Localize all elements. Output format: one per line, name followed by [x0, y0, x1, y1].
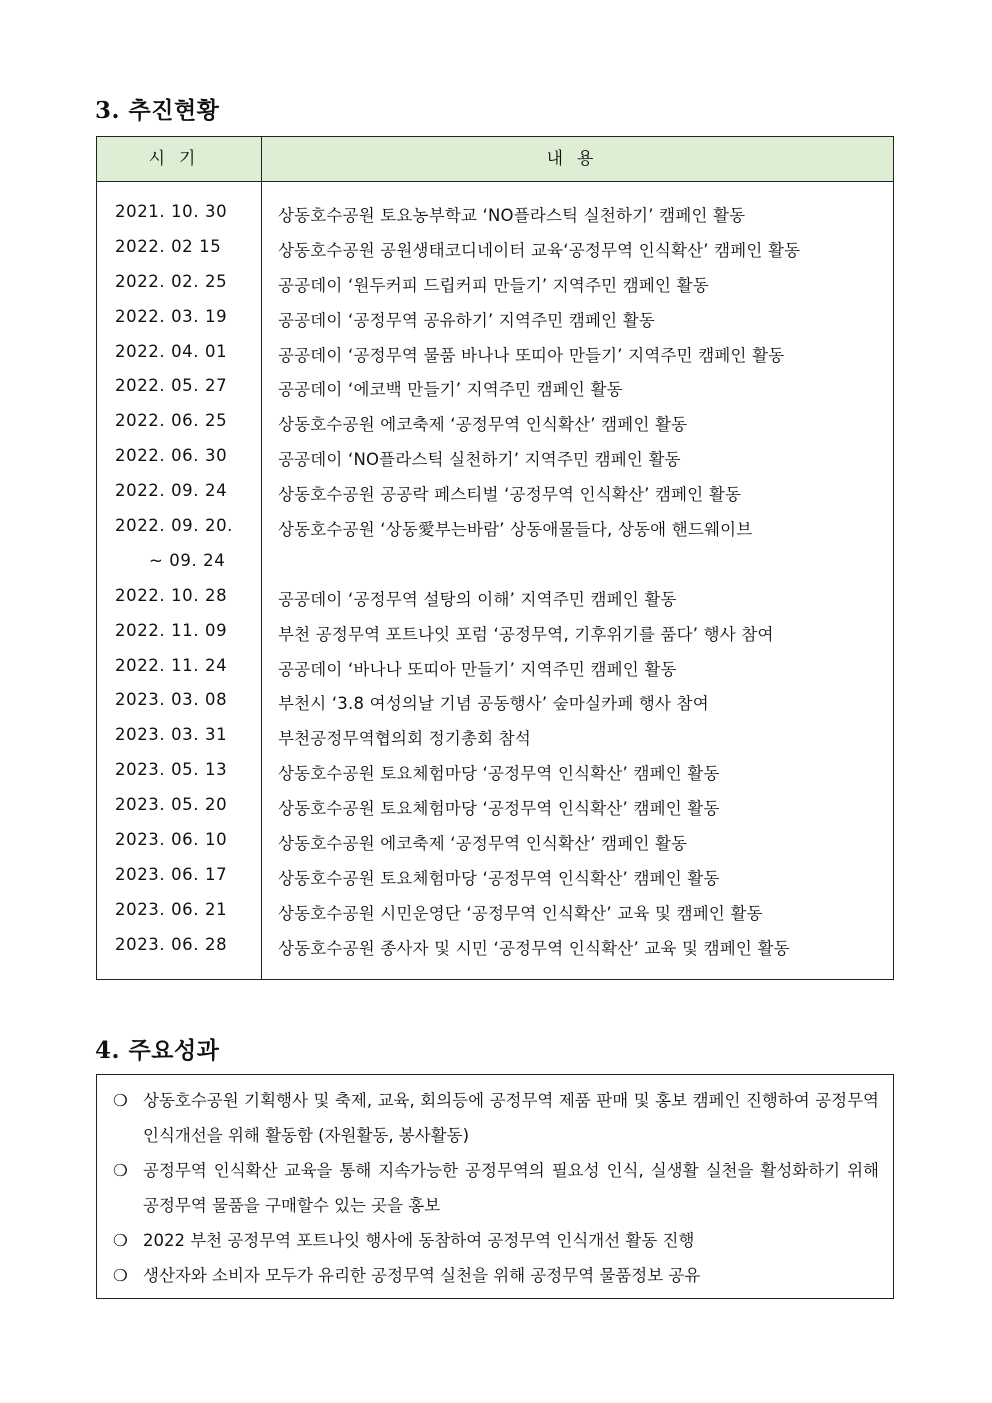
row-description: 상동호수공원 에코축제 ‘공정무역 인식확산’ 캠페인 활동 [278, 834, 688, 854]
table-row [97, 791, 893, 826]
row-date: 2023. 06. 10 [115, 830, 228, 850]
table-row [97, 826, 893, 861]
row-date: 2022. 02 15 [115, 236, 222, 256]
row-description: 부천공정무역협의회 정기총회 참석 [278, 729, 531, 749]
row-date: 2021. 10. 30 [115, 202, 228, 221]
row-date: 2023. 05. 20 [115, 795, 228, 815]
row-date: 2022. 05. 27 [115, 376, 228, 396]
row-date: 2023. 05. 13 [115, 760, 228, 780]
row-date: 2023. 06. 17 [115, 864, 228, 884]
result-item [113, 1153, 879, 1223]
bullet-icon: ❍ [113, 1161, 128, 1180]
results-box [96, 1074, 894, 1299]
row-description: 공공데이 ‘공정무역 공유하기’ 지역주민 캠페인 활동 [278, 310, 656, 330]
table-header [97, 137, 893, 182]
row-description: 상동호수공원 토요농부학교 ‘NO플라스틱 실천하기’ 캠페인 활동 [278, 206, 746, 225]
row-description: 상동호수공원 토요체험마당 ‘공정무역 인식확산’ 캠페인 활동 [278, 764, 720, 784]
row-date: 2022. 11. 09 [115, 620, 228, 640]
row-description: 상동호수공원 종사자 및 시민 ‘공정무역 인식확산’ 교육 및 캠페인 활동 [278, 938, 790, 958]
row-description: 부천시 ‘3.8 여성의날 기념 공동행사’ 숲마실카페 행사 참여 [278, 694, 709, 714]
header-date: 시기 [148, 149, 210, 169]
row-description: 상동호수공원 시민운영단 ‘공정무역 인식확산’ 교육 및 캠페인 활동 [278, 903, 763, 923]
row-date: ~ 09. 24 [149, 550, 226, 570]
table-row [97, 512, 893, 547]
table-row [97, 477, 893, 512]
row-date: 2022. 04. 01 [115, 341, 228, 361]
row-description: 상동호수공원 공원생태코디네이터 교육‘공정무역 인식확산’ 캠페인 활동 [278, 240, 801, 260]
row-description: 공공데이 ‘원두커피 드립커피 만들기’ 지역주민 캠페인 활동 [278, 275, 709, 295]
table-row [97, 931, 893, 966]
table-row [97, 303, 893, 338]
bullet-icon: ❍ [113, 1266, 128, 1285]
table-row [97, 721, 893, 756]
table-row [97, 233, 893, 268]
table-row [97, 617, 893, 652]
table-row [97, 338, 893, 373]
row-description: 공공데이 ‘NO플라스틱 실천하기’ 지역주민 캠페인 활동 [278, 450, 681, 470]
table-body [97, 198, 893, 966]
table-row [97, 442, 893, 477]
progress-table [96, 136, 894, 980]
result-text: 생산자와 소비자 모두가 유리한 공정무역 실천을 위해 공정무역 물품정보 공유 [143, 1266, 701, 1285]
row-date: 2023. 03. 31 [115, 725, 228, 745]
table-row [97, 896, 893, 931]
table-row [97, 756, 893, 791]
row-description: 상동호수공원 공공락 페스티벌 ‘공정무역 인식확산’ 캠페인 활동 [278, 485, 742, 505]
row-date: 2022. 02. 25 [115, 271, 228, 291]
row-date: 2022. 09. 24 [115, 481, 228, 501]
table-row [97, 582, 893, 617]
bullet-icon: ❍ [113, 1231, 128, 1250]
table-row [97, 686, 893, 721]
table-row [97, 652, 893, 687]
header-content: 내용 [546, 149, 608, 169]
table-row [97, 547, 893, 582]
row-description: 공공데이 ‘에코백 만들기’ 지역주민 캠페인 활동 [278, 380, 623, 400]
row-date: 2022. 03. 19 [115, 306, 228, 326]
row-description: 상동호수공원 ‘상동愛부는바람’ 상동애물들다, 상동애 핸드웨이브 [278, 520, 753, 540]
row-date: 2022. 09. 20. [115, 516, 234, 536]
section-3-title: 3. 추진현황 [95, 97, 220, 124]
row-date: 2023. 06. 21 [115, 899, 228, 919]
bullet-icon: ❍ [113, 1091, 128, 1110]
row-description: 상동호수공원 토요체험마당 ‘공정무역 인식확산’ 캠페인 활동 [278, 868, 720, 888]
row-description: 공공데이 ‘바나나 또띠아 만들기’ 지역주민 캠페인 활동 [278, 659, 677, 679]
row-description: 부천 공정무역 포트나잇 포럼 ‘공정무역, 기후위기를 품다’ 행사 참여 [278, 624, 774, 644]
section-4-title: 4. 주요성과 [95, 1037, 220, 1064]
result-item [113, 1258, 879, 1293]
row-description: 상동호수공원 토요체험마당 ‘공정무역 인식확산’ 캠페인 활동 [278, 799, 720, 819]
table-row [97, 861, 893, 896]
row-date: 2022. 11. 24 [115, 655, 228, 675]
result-text: 공정무역 인식확산 교육을 통해 지속가능한 공정무역의 필요성 인식, 실생활 실천을 활성화하기 위해 공정무역 물품을 구매할수 있는 곳을 홍보 [143, 1161, 879, 1215]
row-date: 2023. 03. 08 [115, 690, 228, 710]
table-row [97, 372, 893, 407]
row-date: 2022. 10. 28 [115, 585, 228, 605]
result-text: 2022 부천 공정무역 포트나잇 행사에 동참하여 공정무역 인식개선 활동 진행 [143, 1231, 695, 1250]
row-description: 공공데이 ‘공정무역 물품 바나나 또띠아 만들기’ 지역주민 캠페인 활동 [278, 345, 785, 365]
result-text: 상동호수공원 기획행사 및 축제, 교육, 회의등에 공정무역 제품 판매 및 홍보 캠페인 진행하여 공정무역 인식개선을 위해 활동함 (자원활동, 봉사활동) [143, 1091, 879, 1145]
table-row [97, 407, 893, 442]
result-item [113, 1083, 879, 1153]
row-date: 2023. 06. 28 [115, 934, 228, 954]
table-row [97, 268, 893, 303]
row-date: 2022. 06. 30 [115, 446, 228, 466]
row-description: 공공데이 ‘공정무역 설탕의 이해’ 지역주민 캠페인 활동 [278, 589, 677, 609]
table-row [97, 198, 893, 233]
result-item [113, 1223, 879, 1258]
row-date: 2022. 06. 25 [115, 411, 228, 431]
row-description: 상동호수공원 에코축제 ‘공정무역 인식확산’ 캠페인 활동 [278, 415, 688, 435]
